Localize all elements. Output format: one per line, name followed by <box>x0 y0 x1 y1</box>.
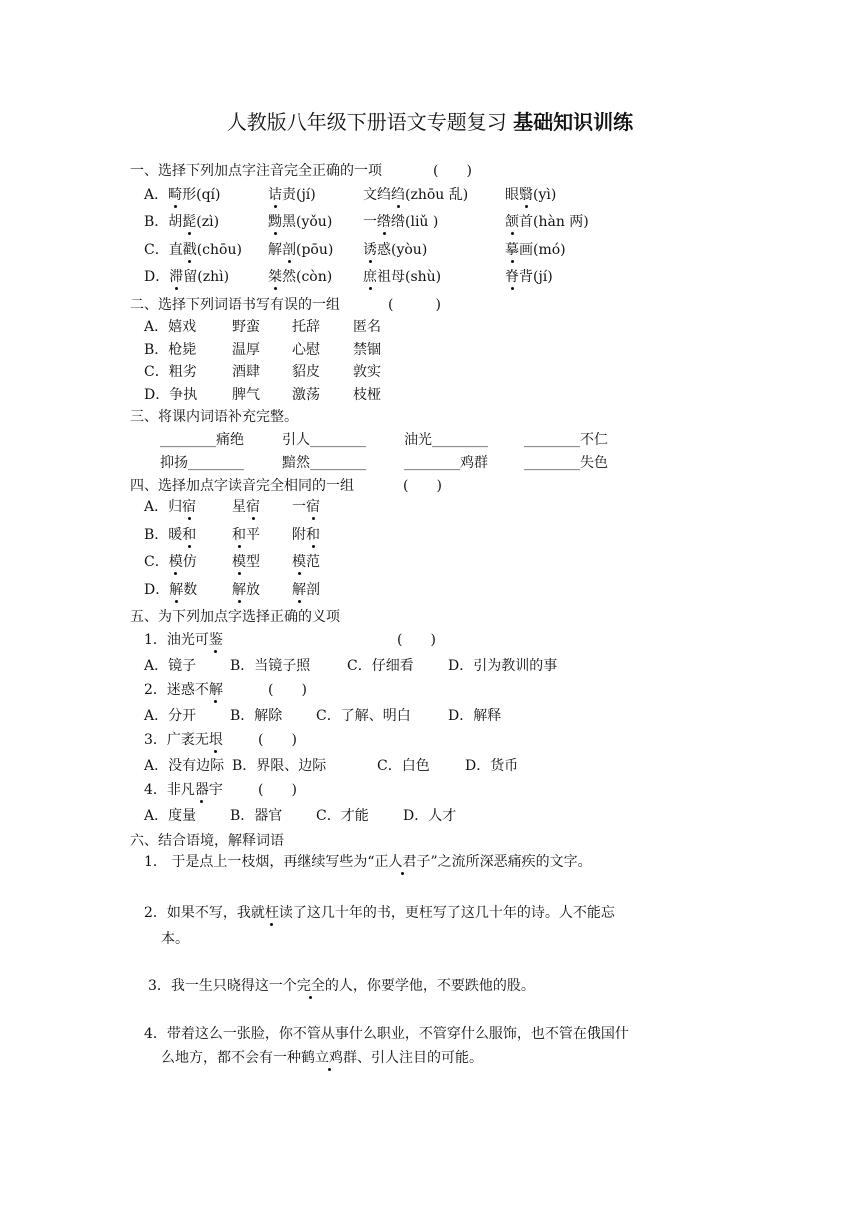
sentence-text: 么地方，都不会有一种 <box>161 1050 301 1066</box>
word-emphasized: 诘 <box>268 187 282 203</box>
word-emphasized: 宿 <box>306 499 320 515</box>
section-1-heading: 一、选择下列加点字注音完全正确的一项 <box>130 163 382 179</box>
word-text: 仿 <box>182 554 197 570</box>
sentence-text: 2．如果不写，我就 <box>144 905 265 921</box>
word-emphasized: 摹 <box>505 242 519 258</box>
word-text: C． <box>144 554 169 570</box>
section-4-option-C-word-3 <box>292 553 320 571</box>
question-text: 3．广袤无 <box>144 732 209 748</box>
word-emphasized: 桀 <box>268 269 282 285</box>
section-4-answer-paren: ( ) <box>403 478 442 494</box>
section-1-option-D-word-4 <box>505 268 553 286</box>
section-2-option-B-word-2: 温厚 <box>232 341 260 358</box>
section-3-blank-8: ________失色 <box>524 455 608 471</box>
section-3-blank-4: ________不仁 <box>524 432 608 448</box>
section-2-option-D-word-4: 枝桠 <box>353 386 381 403</box>
section-1-option-A-word-3 <box>363 186 468 204</box>
word-text: 留(zhì) <box>183 269 230 285</box>
page-title: 人教版八年级下册语文专题复习 基础知识训练 <box>226 110 634 134</box>
section-5-question-3-option-B: B．界限、边际 <box>232 758 327 774</box>
section-2-answer-paren: ( ) <box>388 297 441 313</box>
section-5-question-3 <box>144 731 223 749</box>
word-text: 一 <box>363 214 377 230</box>
word-text: D． <box>144 582 170 598</box>
sentence-emphasized: 枉 <box>264 905 279 921</box>
question-emphasized: 垠 <box>208 732 223 748</box>
word-emphasized: 髭 <box>182 214 197 230</box>
section-5-question-2-answer-paren: ( ) <box>268 682 307 698</box>
section-6-heading: 六、结合语境，解释词语 <box>130 833 284 849</box>
word-text: 型 <box>246 554 260 570</box>
word-text: 放 <box>246 582 260 598</box>
section-4-heading: 四、选择加点字读音完全相同的一组 <box>130 478 354 494</box>
section-5-question-2 <box>144 681 223 699</box>
word-emphasized: 诱 <box>363 242 377 258</box>
word-text: (zì) <box>196 214 220 230</box>
sentence-text: 、引人注目的可能。 <box>357 1050 483 1066</box>
question-text: 4．非凡 <box>144 782 195 798</box>
word-emphasized: 和 <box>306 527 320 543</box>
section-3-blank-7: ________鸡群 <box>404 455 488 471</box>
section-5-question-3-option-C: C．白色 <box>377 758 430 774</box>
section-2-heading: 二、选择下列词语书写有误的一组 <box>130 297 340 313</box>
question-emphasized: 器 <box>194 782 209 798</box>
word-emphasized: 绺 <box>377 214 391 230</box>
section-3-blank-2: 引人________ <box>282 432 366 448</box>
word-emphasized: 庶 <box>363 269 377 285</box>
section-5-question-1-option-C: C．仔细看 <box>347 658 414 674</box>
section-2-option-C-word-2: 酒肆 <box>232 364 260 380</box>
section-6-question-2-line-2: 本。 <box>161 931 189 947</box>
word-emphasized: 和 <box>232 527 246 543</box>
section-5-question-1 <box>144 631 223 649</box>
section-5-question-3-answer-paren: ( ) <box>258 732 297 748</box>
word-text: 然(còn) <box>282 269 333 285</box>
word-emphasized: 滞 <box>169 269 184 285</box>
word-text: 剖 <box>306 582 320 598</box>
section-1-option-C-word-4 <box>505 241 566 259</box>
sentence-text: 1． 于是点上一枝烟，再继续写些为“ <box>144 854 375 870</box>
word-text: C．直 <box>144 242 183 258</box>
section-1-option-A-word-2 <box>268 186 316 204</box>
section-4-option-D-word-3 <box>292 581 320 599</box>
section-2-option-A-word-4: 匿名 <box>353 319 381 335</box>
section-4-option-A-word-3 <box>292 498 320 516</box>
question-emphasized: 解 <box>208 682 223 698</box>
word-emphasized: 剖 <box>282 242 296 258</box>
word-text: (zhōu 乱) <box>405 187 469 203</box>
word-text: 首(hàn 两) <box>519 214 589 230</box>
section-1-option-C-word-2 <box>268 241 333 259</box>
section-4-option-A-word-1 <box>144 498 196 516</box>
section-5-question-1-option-B: B．当镜子照 <box>230 658 311 674</box>
section-1-option-B-word-4 <box>505 213 589 231</box>
section-5-question-4-option-C: C．才能 <box>316 808 369 824</box>
section-5-question-3-option-D: D．货币 <box>465 758 519 774</box>
section-5-question-4-answer-paren: ( ) <box>258 782 297 798</box>
sentence-emphasized: 正人君子 <box>374 854 431 870</box>
word-emphasized: 黝 <box>268 214 282 230</box>
section-2-option-A-word-3: 托辞 <box>292 319 320 335</box>
section-2-option-C-word-4: 敦实 <box>353 364 381 380</box>
section-1-option-D-word-2 <box>268 268 332 286</box>
word-text: 绺(liǔ ) <box>391 214 439 230</box>
word-text: 祖母(shù) <box>377 269 442 285</box>
section-2-option-C-word-1: C．粗劣 <box>144 364 197 380</box>
section-1-option-A-word-1 <box>144 186 221 204</box>
section-4-option-A-word-2 <box>232 498 260 516</box>
section-2-option-C-word-3: 貂皮 <box>292 364 320 380</box>
section-2-option-D-word-3: 激荡 <box>292 386 320 403</box>
word-text: 惑(yòu) <box>377 242 428 258</box>
word-text: A． <box>144 187 169 203</box>
sentence-text: 的人，你要学他，不要跌他的股。 <box>324 978 535 994</box>
section-4-option-B-word-1 <box>144 526 196 544</box>
section-5-question-1-option-A: A．镜子 <box>144 658 197 674</box>
section-1-option-D-word-1 <box>144 268 229 286</box>
word-emphasized: 翳 <box>519 187 533 203</box>
word-text: 数 <box>183 582 198 598</box>
word-text: 画(mó) <box>519 242 566 258</box>
section-5-question-4-option-D: D．人才 <box>403 808 457 824</box>
word-text: 平 <box>246 527 260 543</box>
word-text: D． <box>144 269 170 285</box>
section-4-option-D-word-2 <box>232 581 260 599</box>
section-2-option-B-word-3: 心慰 <box>292 341 320 358</box>
section-3-blank-6: 黯然________ <box>282 455 366 471</box>
word-emphasized: 绉 <box>391 187 405 203</box>
word-text: B．胡 <box>144 214 183 230</box>
section-1-option-B-word-2 <box>268 213 332 231</box>
section-5-question-2-option-D: D．解释 <box>448 708 502 724</box>
word-text: 责(jí) <box>282 187 316 203</box>
word-emphasized: 解 <box>169 582 184 598</box>
word-text: 形(qí) <box>182 187 221 203</box>
section-1-option-C-word-3 <box>363 241 427 259</box>
section-1-option-A-word-4 <box>505 186 556 204</box>
section-1-option-D-word-3 <box>363 268 441 286</box>
section-1-option-C-word-1 <box>144 241 242 259</box>
section-4-option-C-word-1 <box>144 553 197 571</box>
question-text: 2．迷惑不 <box>144 682 209 698</box>
word-text: A．归 <box>144 499 183 515</box>
section-6-question-1 <box>144 853 592 871</box>
word-text: 附 <box>292 527 306 543</box>
section-5-question-4-option-B: B．器官 <box>230 808 283 824</box>
word-text: 解 <box>268 242 282 258</box>
section-5-question-1-answer-paren: ( ) <box>397 632 436 648</box>
word-text: 背(jí) <box>519 269 553 285</box>
section-5-question-2-option-C: C．了解、明白 <box>316 708 411 724</box>
section-5-question-1-option-D: D．引为教训的事 <box>448 658 558 674</box>
word-emphasized: 解 <box>232 582 246 598</box>
word-emphasized: 和 <box>182 527 197 543</box>
section-2-option-A-word-1: A．嬉戏 <box>144 319 197 335</box>
section-3-blank-1: ________痛绝 <box>160 432 244 448</box>
section-6-question-4-line-2 <box>161 1049 483 1067</box>
question-text: 1．油光可 <box>144 632 209 648</box>
section-2-option-B-word-4: 禁锢 <box>353 341 381 358</box>
word-text: 范 <box>306 554 320 570</box>
section-1-answer-paren: ( ) <box>433 163 472 179</box>
section-4-option-D-word-1 <box>144 581 197 599</box>
word-emphasized: 颔 <box>505 214 519 230</box>
word-emphasized: 宿 <box>182 499 197 515</box>
word-emphasized: 模 <box>168 554 183 570</box>
section-6-question-4-line-1: 4．带着这么一张脸，你不管从事什么职业，不管穿什么服饰，也不管在俄国什 <box>144 1026 629 1042</box>
sentence-emphasized: 完全 <box>296 978 325 994</box>
question-emphasized: 鉴 <box>208 632 223 648</box>
word-emphasized: 脊 <box>505 269 519 285</box>
word-text: (yì) <box>533 187 557 203</box>
section-5-question-4-option-A: A．度量 <box>144 808 197 824</box>
section-4-option-B-word-2 <box>232 526 260 544</box>
word-text: 星 <box>232 499 246 515</box>
section-4-option-B-word-3 <box>292 526 320 544</box>
sentence-emphasized: 鹤立鸡群 <box>301 1050 357 1066</box>
section-5-heading: 五、为下列加点字选择正确的义项 <box>130 609 340 625</box>
section-4-option-C-word-2 <box>232 553 260 571</box>
sentence-text: ”之流所深恶痛疾的文字。 <box>430 854 592 870</box>
section-2-option-A-word-2: 野蛮 <box>232 319 260 335</box>
section-5-question-4 <box>144 781 223 799</box>
sentence-text: 3．我一生只晓得这一个 <box>148 978 297 994</box>
word-text: 眼 <box>505 187 519 203</box>
section-5-question-2-option-B: B．解除 <box>230 708 283 724</box>
section-6-question-3 <box>148 977 535 995</box>
section-5-question-2-option-A: A．分开 <box>144 708 197 724</box>
word-text: 文绉 <box>363 187 391 203</box>
word-text: 一 <box>292 499 306 515</box>
section-6-question-2-line-1 <box>144 904 615 922</box>
word-text: (pōu) <box>296 242 334 258</box>
section-2-option-D-word-2: 脾气 <box>232 386 260 403</box>
word-emphasized: 模 <box>292 554 306 570</box>
section-3-heading: 三、将课内词语补充完整。 <box>130 409 298 425</box>
word-text: B．暖 <box>144 527 183 543</box>
section-3-blank-3: 油光________ <box>404 432 488 448</box>
word-text: (chōu) <box>196 242 242 258</box>
word-emphasized: 畸 <box>168 187 183 203</box>
section-1-option-B-word-3 <box>363 213 438 231</box>
word-text: 黑(yǒu) <box>282 214 333 230</box>
section-2-option-D-word-1: D．争执 <box>144 386 198 403</box>
word-emphasized: 解 <box>292 582 306 598</box>
section-5-question-3-option-A: A．没有边际 <box>144 758 225 774</box>
word-emphasized: 戳 <box>182 242 197 258</box>
section-3-blank-5: 抑扬________ <box>160 455 244 471</box>
word-emphasized: 宿 <box>246 499 260 515</box>
sentence-text: 读了这几十年的书，更枉写了这几十年的诗。人不能忘 <box>278 905 615 921</box>
question-text: 宇 <box>208 782 223 798</box>
section-1-option-B-word-1 <box>144 213 219 231</box>
word-emphasized: 模 <box>232 554 246 570</box>
section-2-option-B-word-1: B．枪毙 <box>144 341 197 358</box>
